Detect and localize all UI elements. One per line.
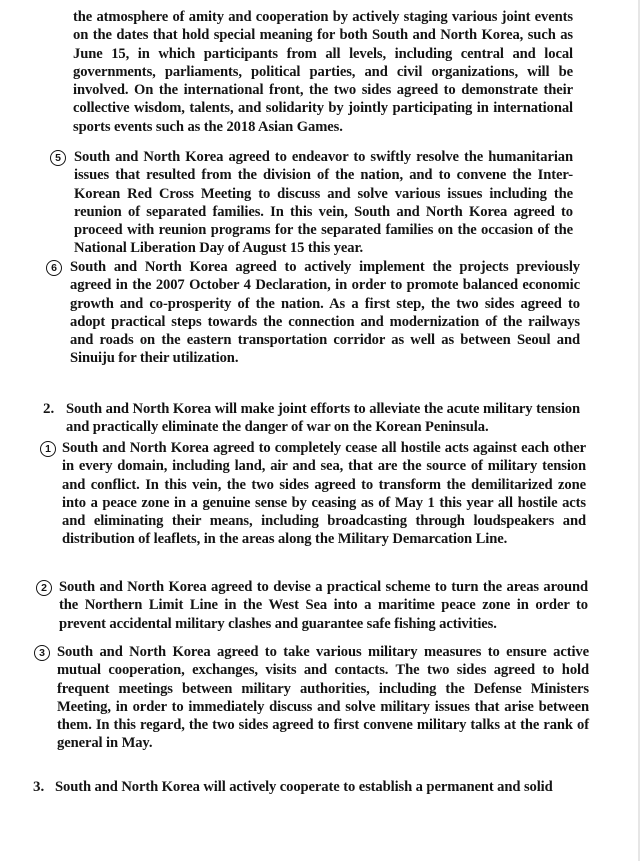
item-marker-2: 2 bbox=[36, 578, 52, 596]
section-2-number: 2. bbox=[43, 401, 55, 417]
item-3-paragraph: South and North Korea agreed to take various military measures to ensure active mutual cooperation, exchanges, visits and contacts. The two sides agreed to hold frequent meetings between military authorities, including the Defense Ministers Meeting, in order to immediately discuss and solve military issues that arise between them. In this regard, the two sides agreed to first convene military talks at the rank of general in May. bbox=[57, 644, 589, 752]
item-marker-1: 1 bbox=[40, 439, 56, 457]
item-5-paragraph: South and North Korea agreed to endeavor to swiftly resolve the humanitarian issues that resulted from the division of the nation, and to convene the Inter-Korean Red Cross Meeting to discuss and solve various issues including the reunion of separated families. In this vein, South and North Korea agreed to proceed with reunion programs for the separated families on the occasion of the National Liberation Day of August 15 this year. bbox=[74, 149, 573, 257]
item-1-paragraph: South and North Korea agreed to completely cease all hostile acts against each other in every domain, including land, air and sea, that are the source of military tension and conflict. In this vein, the two sides agreed to transform the demilitarized zone into a peace zone in a genuine sense by ceasing as of May 1 this year all hostile acts and eliminating their means, including broadcasting through loudspeakers and distribution of leaflets, in the areas along the Military Demarcation Line. bbox=[62, 440, 586, 548]
item-6-paragraph: South and North Korea agreed to actively implement the projects previously agreed in the 2007 October 4 Declaration, in order to promote balanced economic growth and co-prosperity of the nation. As a first step, the two sides agreed to adopt practical steps towards the connection and modernization of the railways and roads on the eastern transportation corridor as well as between Seoul and Sinuiju for their utilization. bbox=[70, 259, 580, 367]
continuation-paragraph: the atmosphere of amity and cooperation by actively staging various joint events on the dates that hold special meaning for both South and North Korea, such as June 15, in which participants from all levels, including central and local governments, parliaments, political parties, and civil organizations, will be involved. On the international front, the two sides agreed to demonstrate their collective wisdom, talents, and solidarity by jointly participating in international sports events such as the 2018 Asian Games. bbox=[73, 9, 573, 135]
section-2-heading: South and North Korea will make joint efforts to alleviate the acute military tension and practically eliminate the danger of war on the Korean Peninsula. bbox=[66, 401, 580, 436]
item-marker-5: 5 bbox=[50, 148, 66, 166]
section-3-number: 3. bbox=[33, 779, 45, 795]
item-2-paragraph: South and North Korea agreed to devise a practical scheme to turn the areas around the Northern Limit Line in the West Sea into a maritime peace zone in order to prevent accidental military clashes and guarantee safe fishing activities. bbox=[59, 579, 588, 632]
item-marker-6: 6 bbox=[46, 258, 62, 276]
item-marker-3: 3 bbox=[34, 643, 50, 661]
section-3-heading: South and North Korea will actively cooperate to establish a permanent and solid bbox=[55, 779, 553, 795]
